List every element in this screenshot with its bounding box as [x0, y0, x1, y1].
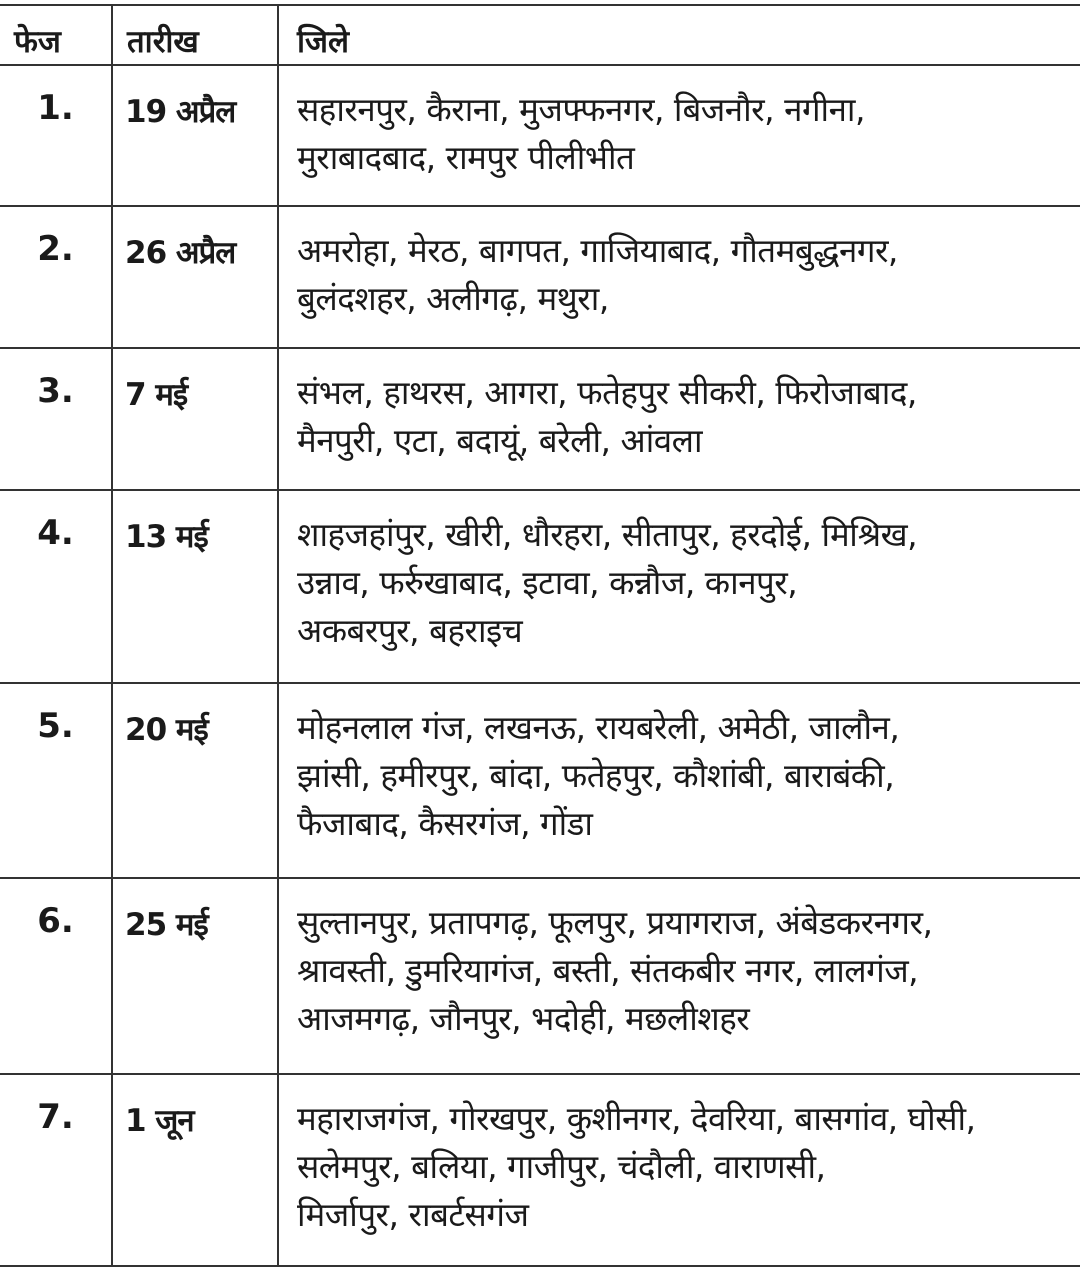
table-row	[0, 65, 1080, 206]
district-line: शाहजहांपुर, खीरी, धौरहरा, सीतापुर, हरदोई, मिश्रिख,	[297, 515, 918, 554]
district-list	[278, 206, 1080, 348]
table-row	[0, 683, 1080, 878]
header-date: तारीख	[112, 5, 278, 65]
district-line: महाराजगंज, गोरखपुर, कुशीनगर, देवरिया, बासगांव, घोसी,	[297, 1099, 976, 1138]
district-line: संभल, हाथरस, आगरा, फतेहपुर सीकरी, फिरोजाबाद,	[297, 373, 917, 412]
district-list	[278, 65, 1080, 206]
district-line: सहारनपुर, कैराना, मुजफ्फनगर, बिजनौर, नगीना,	[297, 90, 865, 129]
phase-number: 5.	[0, 683, 112, 878]
table-row	[0, 206, 1080, 348]
district-line: अमरोहा, मेरठ, बागपत, गाजियाबाद, गौतमबुद्धनगर,	[297, 231, 898, 270]
phase-date: 20 मई	[112, 683, 278, 878]
district-line: फैजाबाद, कैसरगंज, गोंडा	[297, 804, 593, 843]
district-line: मिर्जापुर, राबर्टसगंज	[297, 1195, 529, 1234]
table-row	[0, 878, 1080, 1074]
district-line: मुराबादबाद, रामपुर पीलीभीत	[297, 138, 635, 177]
table-header-row	[0, 5, 1080, 65]
phase-number: 4.	[0, 490, 112, 683]
district-line: मैनपुरी, एटा, बदायूं, बरेली, आंवला	[297, 421, 702, 460]
phase-date: 26 अप्रैल	[112, 206, 278, 348]
table-row	[0, 1074, 1080, 1266]
district-line: आजमगढ़, जौनपुर, भदोही, मछलीशहर	[297, 999, 750, 1038]
district-list	[278, 878, 1080, 1074]
district-list	[278, 1074, 1080, 1266]
phase-date: 25 मई	[112, 878, 278, 1074]
header-districts: जिले	[278, 5, 1080, 65]
election-phase-table	[0, 4, 1080, 1267]
district-line: बुलंदशहर, अलीगढ़, मथुरा,	[297, 279, 609, 318]
phase-number: 3.	[0, 348, 112, 490]
district-list	[278, 348, 1080, 490]
phase-date: 1 जून	[112, 1074, 278, 1266]
district-list	[278, 683, 1080, 878]
phase-date: 13 मई	[112, 490, 278, 683]
table-row	[0, 348, 1080, 490]
district-line: मोहनलाल गंज, लखनऊ, रायबरेली, अमेठी, जालौन,	[297, 708, 900, 747]
phase-number: 7.	[0, 1074, 112, 1266]
district-line: झांसी, हमीरपुर, बांदा, फतेहपुर, कौशांबी, बाराबंकी,	[297, 756, 895, 795]
phase-date: 7 मई	[112, 348, 278, 490]
district-line: श्रावस्ती, डुमरियागंज, बस्ती, संतकबीर नगर, लालगंज,	[297, 951, 919, 990]
phase-number: 1.	[0, 65, 112, 206]
district-line: सुल्तानपुर, प्रतापगढ़, फूलपुर, प्रयागराज, अंबेडकरनगर,	[297, 903, 933, 942]
phase-number: 2.	[0, 206, 112, 348]
header-phase: फेज	[0, 5, 112, 65]
district-line: सलेमपुर, बलिया, गाजीपुर, चंदौली, वाराणसी,	[297, 1147, 826, 1186]
table-row	[0, 490, 1080, 683]
district-line: उन्नाव, फर्रुखाबाद, इटावा, कन्नौज, कानपुर,	[297, 563, 798, 602]
district-line: अकबरपुर, बहराइच	[297, 611, 523, 650]
district-list	[278, 490, 1080, 683]
phase-number: 6.	[0, 878, 112, 1074]
phase-date: 19 अप्रैल	[112, 65, 278, 206]
